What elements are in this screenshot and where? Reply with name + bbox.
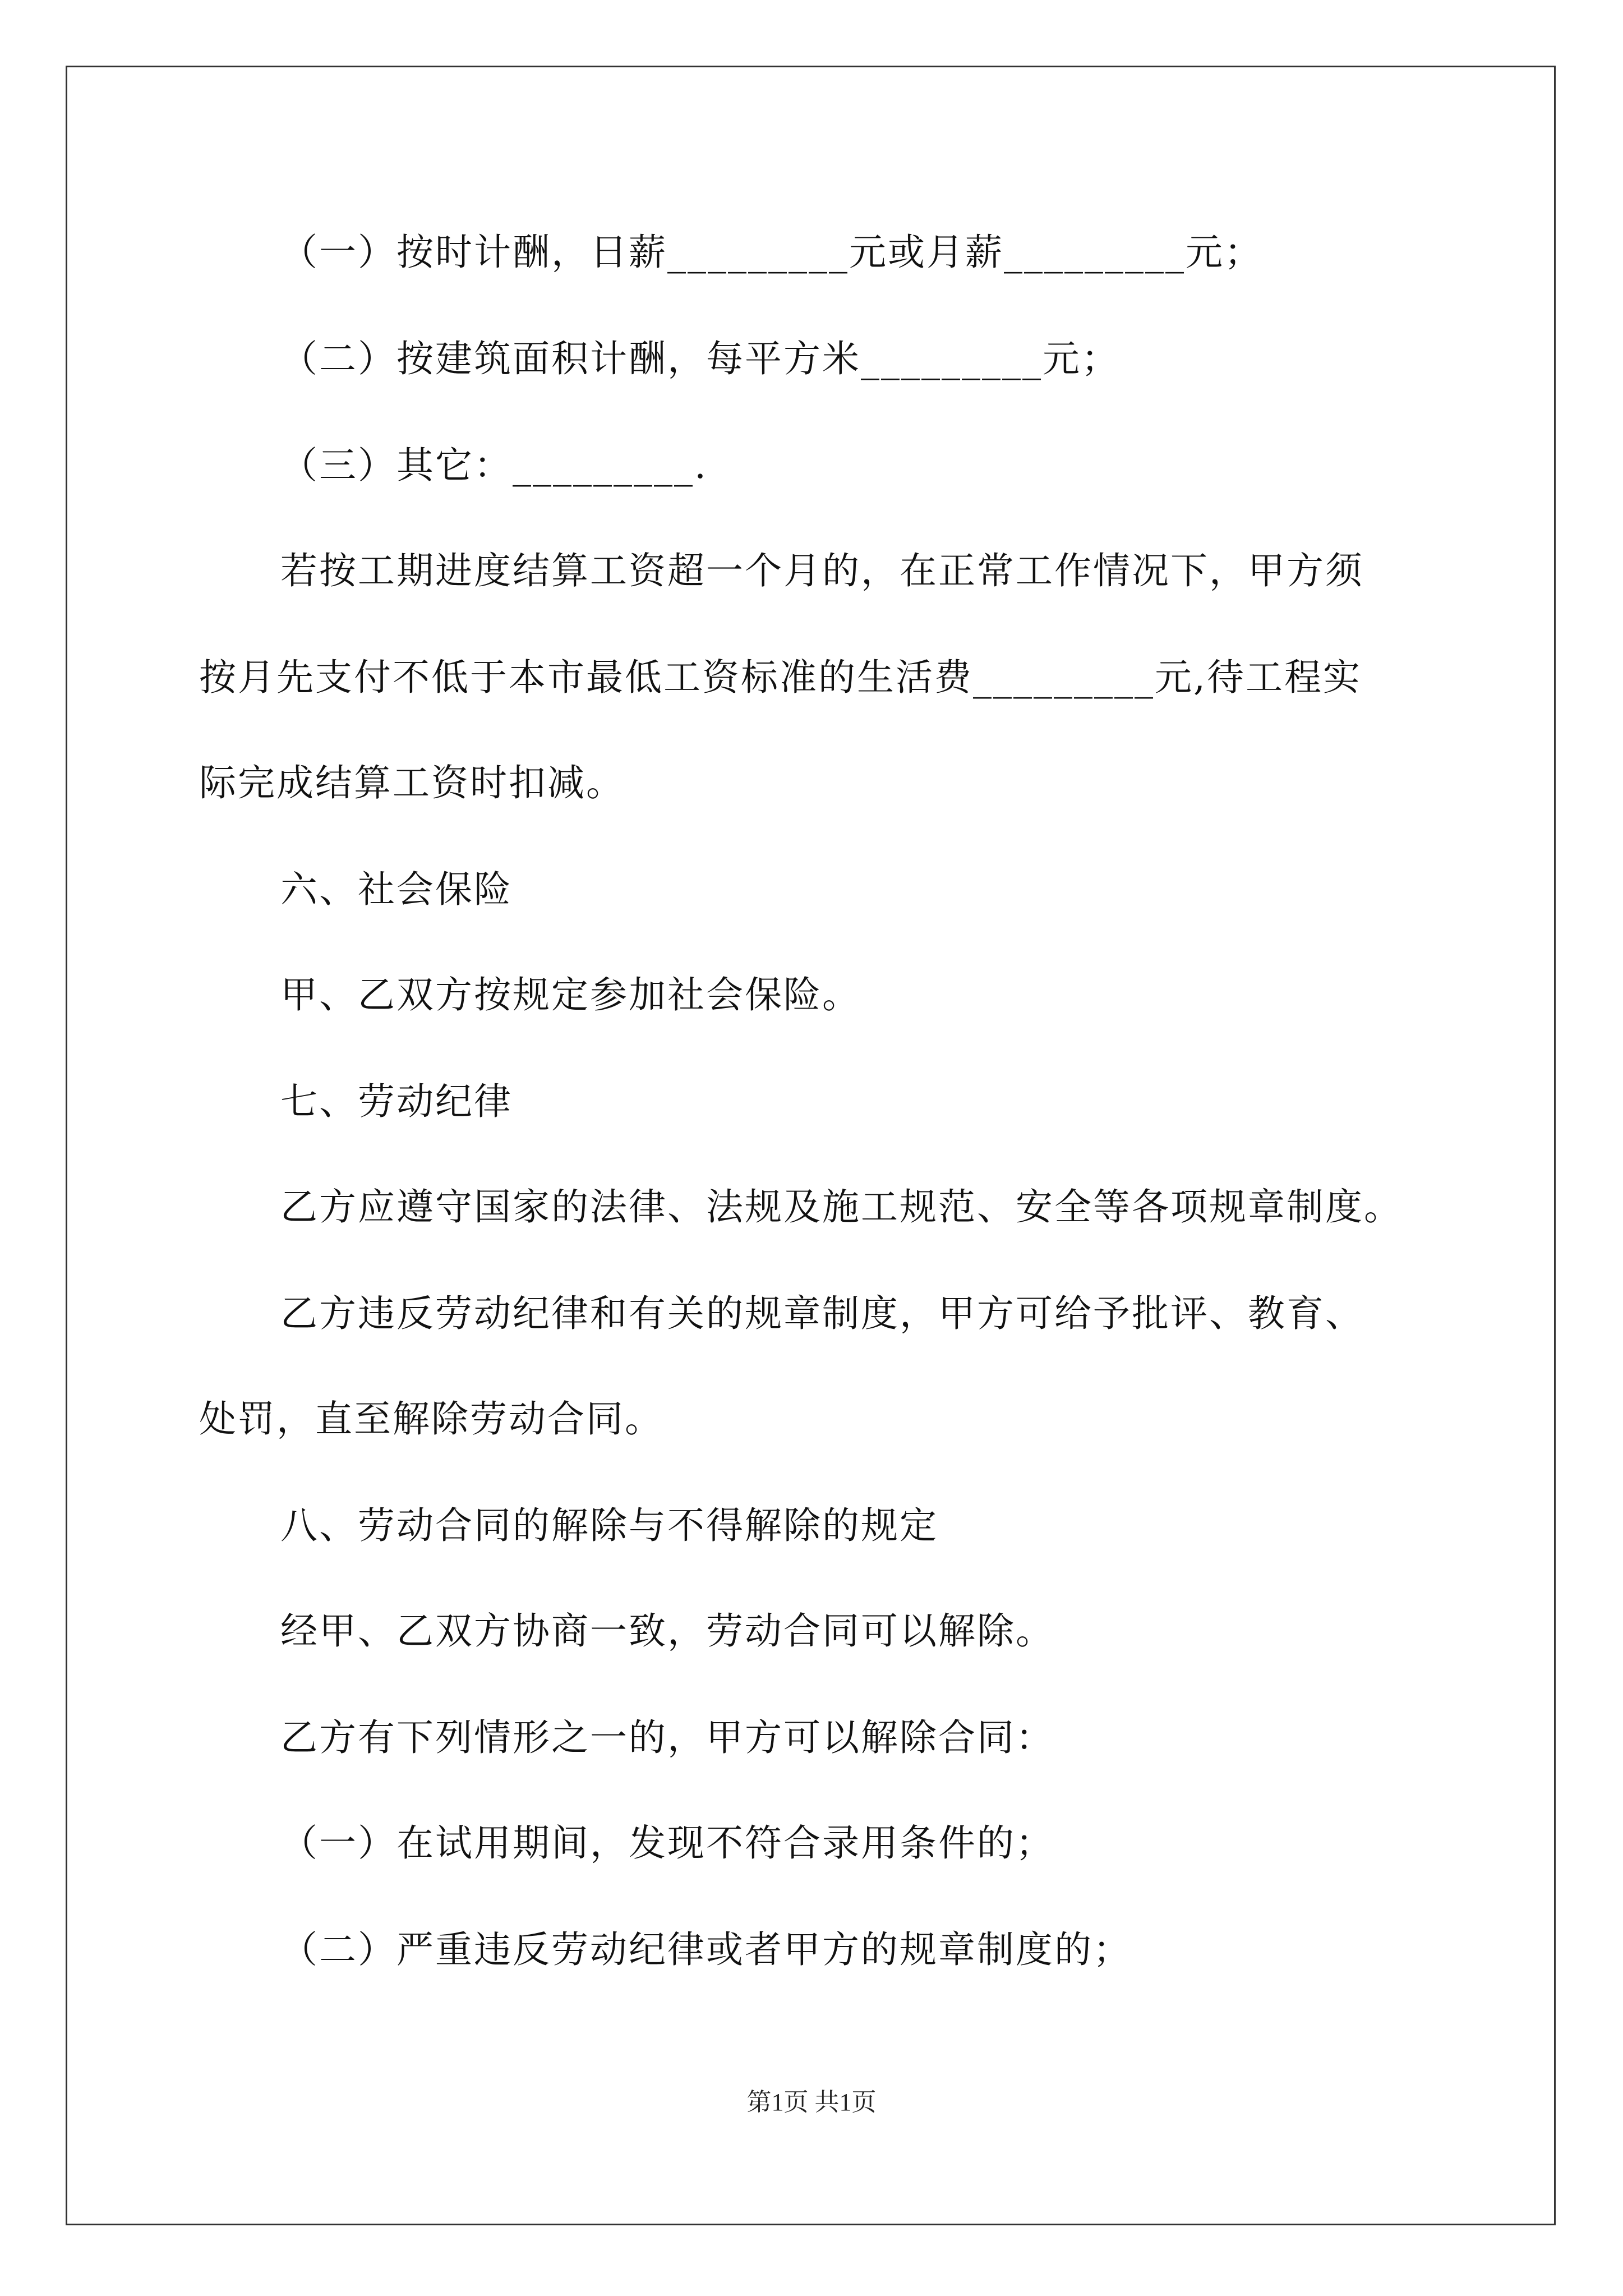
paragraph-line: 乙方应遵守国家的法律、法规及施工规范、安全等各项规章制度。 — [280, 1185, 1403, 1228]
list-item: （一）在试用期间，发现不符合录用条件的； — [280, 1821, 1054, 1865]
paragraph-line: 乙方有下列情形之一的，甲方可以解除合同： — [280, 1716, 1054, 1759]
paragraph-line: 处罚，直至解除劳动合同。 — [199, 1397, 663, 1441]
wage-option-daily-monthly: （一）按时计酬，日薪_________元或月薪_________元； — [280, 231, 1263, 274]
page-border — [66, 66, 1556, 2225]
paragraph-line: 按月先支付不低于本市最低工资标准的生活费_________元,待工程实 — [199, 656, 1362, 699]
wage-option-area: （二）按建筑面积计酬，每平方米_________元； — [280, 337, 1120, 380]
section-heading-contract-termination: 八、劳动合同的解除与不得解除的规定 — [280, 1504, 938, 1547]
list-item: （二）严重违反劳动纪律或者甲方的规章制度的； — [280, 1928, 1132, 1971]
paragraph-line: 若按工期进度结算工资超一个月的，在正常工作情况下，甲方须 — [280, 549, 1364, 592]
section-heading-labor-discipline: 七、劳动纪律 — [280, 1080, 513, 1123]
paragraph-line: 乙方违反劳动纪律和有关的规章制度，甲方可给予批评、教育、 — [280, 1292, 1364, 1335]
paragraph-line: 甲、乙双方按规定参加社会保险。 — [280, 973, 861, 1016]
page-number-footer: 第1页 共1页 — [746, 2088, 877, 2116]
paragraph-line: 经甲、乙双方协商一致，劳动合同可以解除。 — [280, 1609, 1054, 1653]
wage-option-other: （三）其它：_________. — [280, 444, 708, 487]
section-heading-social-insurance: 六、社会保险 — [280, 868, 513, 911]
paragraph-line: 际完成结算工资时扣减。 — [199, 761, 625, 804]
